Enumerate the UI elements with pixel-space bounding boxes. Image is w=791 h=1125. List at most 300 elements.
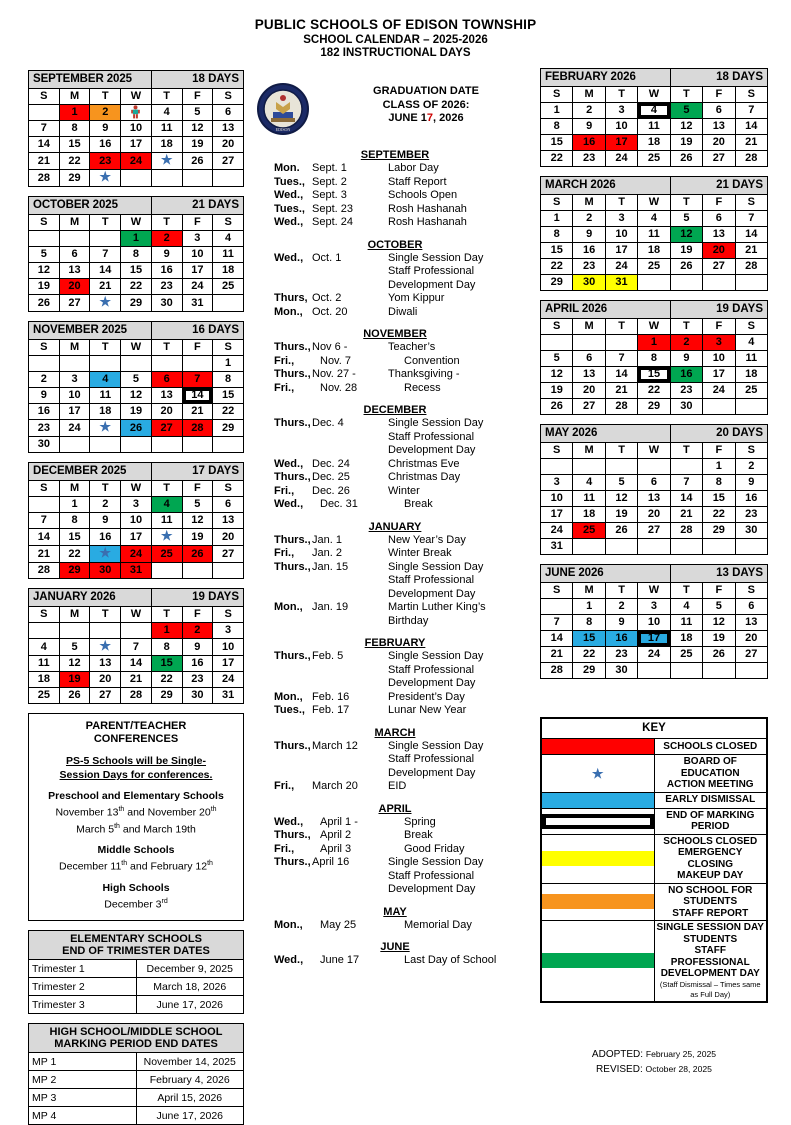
day-cell[interactable]: 23 xyxy=(182,672,213,688)
day-cell[interactable]: 11 xyxy=(29,656,60,672)
day-cell[interactable]: 12 xyxy=(670,227,702,243)
day-cell[interactable] xyxy=(703,275,735,291)
day-cell[interactable]: 13 xyxy=(213,513,244,529)
day-cell[interactable]: 6 xyxy=(573,351,605,367)
day-cell[interactable]: 2 xyxy=(151,231,182,247)
day-cell[interactable]: 15 xyxy=(213,388,244,404)
day-cell[interactable] xyxy=(90,437,121,453)
day-cell[interactable]: 18 xyxy=(29,672,60,688)
day-cell[interactable]: 29 xyxy=(638,399,670,415)
day-cell[interactable] xyxy=(573,459,605,475)
day-cell[interactable] xyxy=(670,663,702,679)
day-cell[interactable]: 25 xyxy=(213,279,244,295)
day-cell[interactable] xyxy=(213,295,244,312)
day-cell[interactable]: 14 xyxy=(29,529,60,546)
day-cell[interactable]: 12 xyxy=(541,367,573,383)
day-cell[interactable]: 2 xyxy=(573,211,605,227)
day-cell[interactable]: 18 xyxy=(151,137,182,153)
day-cell[interactable]: 23 xyxy=(735,507,767,523)
day-cell[interactable]: 26 xyxy=(670,259,702,275)
day-cell[interactable] xyxy=(29,497,60,513)
day-cell[interactable] xyxy=(670,275,702,291)
day-cell[interactable]: 13 xyxy=(638,491,670,507)
day-cell[interactable] xyxy=(59,356,90,372)
day-cell[interactable]: 7 xyxy=(29,513,60,529)
day-cell[interactable]: 10 xyxy=(605,227,637,243)
day-cell[interactable]: 10 xyxy=(605,119,637,135)
day-cell[interactable]: 21 xyxy=(121,672,152,688)
day-cell[interactable]: 2 xyxy=(605,599,637,615)
day-cell[interactable] xyxy=(90,546,121,563)
day-cell[interactable]: 5 xyxy=(670,103,702,119)
day-cell[interactable]: 1 xyxy=(121,231,152,247)
day-cell[interactable]: 8 xyxy=(703,475,735,491)
day-cell[interactable]: 30 xyxy=(29,437,60,453)
day-cell[interactable]: 22 xyxy=(638,383,670,399)
day-cell[interactable]: 28 xyxy=(29,170,60,187)
day-cell[interactable]: 9 xyxy=(90,513,121,529)
day-cell[interactable]: 7 xyxy=(735,211,767,227)
day-cell[interactable] xyxy=(213,170,244,187)
day-cell[interactable] xyxy=(121,437,152,453)
day-cell[interactable]: 16 xyxy=(573,243,605,259)
day-cell[interactable]: 2 xyxy=(573,103,605,119)
day-cell[interactable]: 28 xyxy=(29,563,60,579)
day-cell[interactable]: 23 xyxy=(151,279,182,295)
day-cell[interactable]: 21 xyxy=(541,647,573,663)
day-cell[interactable] xyxy=(121,623,152,639)
day-cell[interactable]: 11 xyxy=(670,615,702,631)
day-cell[interactable]: 6 xyxy=(703,103,735,119)
day-cell[interactable]: 15 xyxy=(59,137,90,153)
day-cell[interactable] xyxy=(735,539,767,555)
day-cell[interactable]: 24 xyxy=(121,546,152,563)
day-cell[interactable]: 20 xyxy=(90,672,121,688)
day-cell[interactable]: 21 xyxy=(605,383,637,399)
day-cell[interactable]: 4 xyxy=(90,372,121,388)
day-cell[interactable] xyxy=(121,105,152,121)
day-cell[interactable]: 6 xyxy=(151,372,182,388)
day-cell[interactable]: 8 xyxy=(151,639,182,656)
day-cell[interactable]: 16 xyxy=(182,656,213,672)
day-cell[interactable] xyxy=(638,275,670,291)
day-cell[interactable]: 22 xyxy=(541,151,573,167)
day-cell[interactable]: 29 xyxy=(703,523,735,539)
day-cell[interactable]: 2 xyxy=(735,459,767,475)
day-cell[interactable]: 16 xyxy=(735,491,767,507)
day-cell[interactable]: 17 xyxy=(541,507,573,523)
day-cell[interactable]: 8 xyxy=(638,351,670,367)
day-cell[interactable]: 21 xyxy=(670,507,702,523)
day-cell[interactable] xyxy=(90,420,121,437)
day-cell[interactable]: 7 xyxy=(541,615,573,631)
day-cell[interactable]: 15 xyxy=(541,243,573,259)
day-cell[interactable]: 10 xyxy=(59,388,90,404)
day-cell[interactable] xyxy=(151,170,182,187)
day-cell[interactable] xyxy=(29,623,60,639)
day-cell[interactable] xyxy=(605,459,637,475)
day-cell[interactable]: 1 xyxy=(541,211,573,227)
day-cell[interactable]: 4 xyxy=(670,599,702,615)
day-cell[interactable]: 18 xyxy=(638,243,670,259)
day-cell[interactable]: 1 xyxy=(541,103,573,119)
day-cell[interactable]: 10 xyxy=(213,639,244,656)
day-cell[interactable]: 12 xyxy=(182,121,213,137)
day-cell[interactable]: 16 xyxy=(605,631,637,647)
day-cell[interactable] xyxy=(735,275,767,291)
day-cell[interactable]: 16 xyxy=(90,529,121,546)
day-cell[interactable]: 7 xyxy=(182,372,213,388)
day-cell[interactable]: 20 xyxy=(151,404,182,420)
day-cell[interactable]: 2 xyxy=(90,497,121,513)
day-cell[interactable] xyxy=(182,170,213,187)
day-cell[interactable]: 6 xyxy=(213,497,244,513)
day-cell[interactable]: 27 xyxy=(213,546,244,563)
day-cell[interactable]: 5 xyxy=(541,351,573,367)
day-cell[interactable]: 19 xyxy=(29,279,60,295)
day-cell[interactable]: 14 xyxy=(670,491,702,507)
day-cell[interactable]: 26 xyxy=(703,647,735,663)
day-cell[interactable]: 25 xyxy=(638,259,670,275)
day-cell[interactable]: 26 xyxy=(182,546,213,563)
day-cell[interactable]: 3 xyxy=(59,372,90,388)
day-cell[interactable]: 20 xyxy=(213,137,244,153)
day-cell[interactable]: 5 xyxy=(29,247,60,263)
day-cell[interactable] xyxy=(541,335,573,351)
day-cell[interactable]: 19 xyxy=(182,529,213,546)
day-cell[interactable]: 11 xyxy=(151,121,182,137)
day-cell[interactable] xyxy=(670,459,702,475)
day-cell[interactable]: 20 xyxy=(573,383,605,399)
day-cell[interactable]: 25 xyxy=(735,383,767,399)
day-cell[interactable] xyxy=(703,539,735,555)
day-cell[interactable]: 31 xyxy=(605,275,637,291)
day-cell[interactable] xyxy=(213,563,244,579)
day-cell[interactable] xyxy=(90,295,121,312)
day-cell[interactable]: 4 xyxy=(151,105,182,121)
day-cell[interactable]: 30 xyxy=(735,523,767,539)
day-cell[interactable]: 4 xyxy=(29,639,60,656)
day-cell[interactable]: 14 xyxy=(735,119,767,135)
day-cell[interactable]: 27 xyxy=(59,295,90,312)
day-cell[interactable]: 11 xyxy=(638,227,670,243)
day-cell[interactable]: 25 xyxy=(573,523,605,539)
day-cell[interactable] xyxy=(151,437,182,453)
day-cell[interactable]: 14 xyxy=(541,631,573,647)
day-cell[interactable]: 13 xyxy=(59,263,90,279)
day-cell[interactable]: 15 xyxy=(151,656,182,672)
day-cell[interactable]: 22 xyxy=(59,546,90,563)
day-cell[interactable]: 14 xyxy=(605,367,637,383)
day-cell[interactable]: 16 xyxy=(29,404,60,420)
day-cell[interactable]: 27 xyxy=(90,688,121,704)
day-cell[interactable]: 25 xyxy=(670,647,702,663)
day-cell[interactable] xyxy=(735,663,767,679)
day-cell[interactable]: 30 xyxy=(151,295,182,312)
day-cell[interactable]: 5 xyxy=(121,372,152,388)
day-cell[interactable]: 5 xyxy=(182,105,213,121)
day-cell[interactable]: 27 xyxy=(703,151,735,167)
day-cell[interactable]: 9 xyxy=(151,247,182,263)
day-cell[interactable]: 22 xyxy=(151,672,182,688)
day-cell[interactable]: 18 xyxy=(573,507,605,523)
day-cell[interactable]: 2 xyxy=(182,623,213,639)
day-cell[interactable]: 7 xyxy=(605,351,637,367)
day-cell[interactable]: 13 xyxy=(573,367,605,383)
day-cell[interactable]: 6 xyxy=(59,247,90,263)
day-cell[interactable]: 6 xyxy=(213,105,244,121)
day-cell[interactable]: 25 xyxy=(29,688,60,704)
day-cell[interactable]: 28 xyxy=(735,151,767,167)
day-cell[interactable]: 21 xyxy=(735,243,767,259)
day-cell[interactable]: 8 xyxy=(121,247,152,263)
day-cell[interactable]: 8 xyxy=(541,119,573,135)
day-cell[interactable]: 21 xyxy=(735,135,767,151)
day-cell[interactable]: 22 xyxy=(121,279,152,295)
day-cell[interactable] xyxy=(29,356,60,372)
day-cell[interactable] xyxy=(605,539,637,555)
day-cell[interactable]: 21 xyxy=(29,153,60,170)
day-cell[interactable]: 19 xyxy=(670,135,702,151)
day-cell[interactable]: 26 xyxy=(182,153,213,170)
day-cell[interactable]: 19 xyxy=(670,243,702,259)
day-cell[interactable]: 29 xyxy=(213,420,244,437)
day-cell[interactable]: 12 xyxy=(121,388,152,404)
day-cell[interactable] xyxy=(573,539,605,555)
day-cell[interactable]: 9 xyxy=(605,615,637,631)
day-cell[interactable]: 7 xyxy=(90,247,121,263)
day-cell[interactable]: 16 xyxy=(670,367,702,383)
day-cell[interactable]: 21 xyxy=(182,404,213,420)
day-cell[interactable]: 28 xyxy=(670,523,702,539)
day-cell[interactable]: 4 xyxy=(638,211,670,227)
day-cell[interactable]: 24 xyxy=(605,259,637,275)
day-cell[interactable]: 4 xyxy=(213,231,244,247)
day-cell[interactable]: 24 xyxy=(605,151,637,167)
day-cell[interactable]: 7 xyxy=(735,103,767,119)
day-cell[interactable]: 26 xyxy=(670,151,702,167)
day-cell[interactable] xyxy=(638,663,670,679)
day-cell[interactable]: 17 xyxy=(213,656,244,672)
day-cell[interactable]: 16 xyxy=(151,263,182,279)
day-cell[interactable]: 27 xyxy=(735,647,767,663)
day-cell[interactable]: 1 xyxy=(703,459,735,475)
day-cell[interactable]: 30 xyxy=(573,275,605,291)
day-cell[interactable]: 18 xyxy=(735,367,767,383)
day-cell[interactable]: 27 xyxy=(638,523,670,539)
day-cell[interactable]: 20 xyxy=(638,507,670,523)
day-cell[interactable]: 18 xyxy=(670,631,702,647)
day-cell[interactable]: 24 xyxy=(541,523,573,539)
day-cell[interactable]: 12 xyxy=(59,656,90,672)
day-cell[interactable]: 27 xyxy=(573,399,605,415)
day-cell[interactable]: 13 xyxy=(735,615,767,631)
day-cell[interactable]: 27 xyxy=(213,153,244,170)
day-cell[interactable]: 14 xyxy=(182,388,213,404)
day-cell[interactable]: 14 xyxy=(90,263,121,279)
day-cell[interactable]: 29 xyxy=(151,688,182,704)
day-cell[interactable] xyxy=(605,335,637,351)
day-cell[interactable]: 1 xyxy=(573,599,605,615)
day-cell[interactable]: 4 xyxy=(735,335,767,351)
day-cell[interactable]: 1 xyxy=(638,335,670,351)
day-cell[interactable]: 11 xyxy=(213,247,244,263)
day-cell[interactable]: 26 xyxy=(121,420,152,437)
day-cell[interactable]: 10 xyxy=(182,247,213,263)
day-cell[interactable]: 5 xyxy=(182,497,213,513)
day-cell[interactable]: 3 xyxy=(605,211,637,227)
day-cell[interactable]: 9 xyxy=(573,227,605,243)
day-cell[interactable]: 10 xyxy=(541,491,573,507)
day-cell[interactable]: 2 xyxy=(29,372,60,388)
day-cell[interactable]: 12 xyxy=(605,491,637,507)
day-cell[interactable]: 30 xyxy=(182,688,213,704)
day-cell[interactable]: 15 xyxy=(703,491,735,507)
day-cell[interactable]: 9 xyxy=(670,351,702,367)
day-cell[interactable]: 17 xyxy=(182,263,213,279)
day-cell[interactable]: 23 xyxy=(670,383,702,399)
day-cell[interactable]: 15 xyxy=(121,263,152,279)
day-cell[interactable]: 24 xyxy=(121,153,152,170)
day-cell[interactable] xyxy=(29,231,60,247)
day-cell[interactable]: 18 xyxy=(90,404,121,420)
day-cell[interactable]: 17 xyxy=(59,404,90,420)
day-cell[interactable]: 29 xyxy=(541,275,573,291)
day-cell[interactable] xyxy=(182,356,213,372)
day-cell[interactable]: 26 xyxy=(541,399,573,415)
day-cell[interactable]: 8 xyxy=(541,227,573,243)
day-cell[interactable] xyxy=(90,623,121,639)
day-cell[interactable]: 10 xyxy=(638,615,670,631)
day-cell[interactable]: 28 xyxy=(735,259,767,275)
day-cell[interactable]: 27 xyxy=(151,420,182,437)
day-cell[interactable] xyxy=(29,105,60,121)
day-cell[interactable]: 29 xyxy=(121,295,152,312)
day-cell[interactable]: 2 xyxy=(90,105,121,121)
day-cell[interactable]: 3 xyxy=(541,475,573,491)
day-cell[interactable]: 19 xyxy=(605,507,637,523)
day-cell[interactable]: 26 xyxy=(605,523,637,539)
day-cell[interactable] xyxy=(573,335,605,351)
day-cell[interactable]: 16 xyxy=(90,137,121,153)
day-cell[interactable] xyxy=(121,356,152,372)
day-cell[interactable]: 15 xyxy=(573,631,605,647)
day-cell[interactable]: 10 xyxy=(703,351,735,367)
day-cell[interactable]: 19 xyxy=(182,137,213,153)
day-cell[interactable]: 7 xyxy=(670,475,702,491)
day-cell[interactable]: 13 xyxy=(703,227,735,243)
day-cell[interactable]: 12 xyxy=(703,615,735,631)
day-cell[interactable] xyxy=(59,437,90,453)
day-cell[interactable]: 19 xyxy=(59,672,90,688)
day-cell[interactable]: 17 xyxy=(605,135,637,151)
day-cell[interactable]: 6 xyxy=(735,599,767,615)
day-cell[interactable]: 23 xyxy=(90,153,121,170)
day-cell[interactable]: 9 xyxy=(573,119,605,135)
day-cell[interactable]: 20 xyxy=(59,279,90,295)
day-cell[interactable]: 4 xyxy=(151,497,182,513)
day-cell[interactable] xyxy=(735,399,767,415)
day-cell[interactable]: 23 xyxy=(573,151,605,167)
day-cell[interactable]: 6 xyxy=(703,211,735,227)
day-cell[interactable]: 12 xyxy=(29,263,60,279)
day-cell[interactable]: 17 xyxy=(121,137,152,153)
day-cell[interactable]: 14 xyxy=(735,227,767,243)
day-cell[interactable]: 20 xyxy=(735,631,767,647)
day-cell[interactable] xyxy=(541,599,573,615)
day-cell[interactable]: 28 xyxy=(541,663,573,679)
day-cell[interactable]: 13 xyxy=(703,119,735,135)
day-cell[interactable]: 14 xyxy=(29,137,60,153)
day-cell[interactable]: 18 xyxy=(638,135,670,151)
day-cell[interactable]: 11 xyxy=(90,388,121,404)
day-cell[interactable] xyxy=(151,529,182,546)
day-cell[interactable] xyxy=(151,356,182,372)
day-cell[interactable]: 12 xyxy=(670,119,702,135)
day-cell[interactable]: 17 xyxy=(121,529,152,546)
day-cell[interactable]: 8 xyxy=(59,121,90,137)
day-cell[interactable]: 31 xyxy=(213,688,244,704)
day-cell[interactable]: 31 xyxy=(182,295,213,312)
day-cell[interactable]: 9 xyxy=(182,639,213,656)
day-cell[interactable]: 26 xyxy=(59,688,90,704)
day-cell[interactable]: 30 xyxy=(605,663,637,679)
day-cell[interactable] xyxy=(182,563,213,579)
day-cell[interactable]: 8 xyxy=(573,615,605,631)
day-cell[interactable]: 1 xyxy=(213,356,244,372)
day-cell[interactable]: 10 xyxy=(121,513,152,529)
day-cell[interactable]: 3 xyxy=(638,599,670,615)
day-cell[interactable]: 2 xyxy=(670,335,702,351)
day-cell[interactable]: 20 xyxy=(703,243,735,259)
day-cell[interactable] xyxy=(90,170,121,187)
day-cell[interactable]: 24 xyxy=(638,647,670,663)
day-cell[interactable]: 11 xyxy=(638,119,670,135)
day-cell[interactable]: 17 xyxy=(605,243,637,259)
day-cell[interactable]: 13 xyxy=(90,656,121,672)
day-cell[interactable]: 23 xyxy=(573,259,605,275)
day-cell[interactable]: 13 xyxy=(213,121,244,137)
day-cell[interactable]: 23 xyxy=(29,420,60,437)
day-cell[interactable]: 3 xyxy=(182,231,213,247)
day-cell[interactable] xyxy=(90,231,121,247)
day-cell[interactable]: 31 xyxy=(541,539,573,555)
day-cell[interactable]: 13 xyxy=(151,388,182,404)
day-cell[interactable] xyxy=(670,539,702,555)
day-cell[interactable]: 25 xyxy=(151,546,182,563)
day-cell[interactable]: 25 xyxy=(638,151,670,167)
day-cell[interactable]: 20 xyxy=(213,529,244,546)
day-cell[interactable]: 10 xyxy=(121,121,152,137)
day-cell[interactable]: 19 xyxy=(121,404,152,420)
day-cell[interactable]: 4 xyxy=(638,103,670,119)
day-cell[interactable]: 24 xyxy=(182,279,213,295)
day-cell[interactable] xyxy=(151,563,182,579)
day-cell[interactable]: 3 xyxy=(605,103,637,119)
day-cell[interactable]: 11 xyxy=(735,351,767,367)
day-cell[interactable] xyxy=(182,437,213,453)
day-cell[interactable]: 5 xyxy=(605,475,637,491)
day-cell[interactable]: 19 xyxy=(703,631,735,647)
day-cell[interactable]: 11 xyxy=(151,513,182,529)
day-cell[interactable]: 31 xyxy=(121,563,152,579)
day-cell[interactable]: 29 xyxy=(59,563,90,579)
day-cell[interactable]: 5 xyxy=(703,599,735,615)
day-cell[interactable] xyxy=(151,153,182,170)
day-cell[interactable]: 9 xyxy=(90,121,121,137)
day-cell[interactable]: 22 xyxy=(573,647,605,663)
day-cell[interactable]: 9 xyxy=(735,475,767,491)
